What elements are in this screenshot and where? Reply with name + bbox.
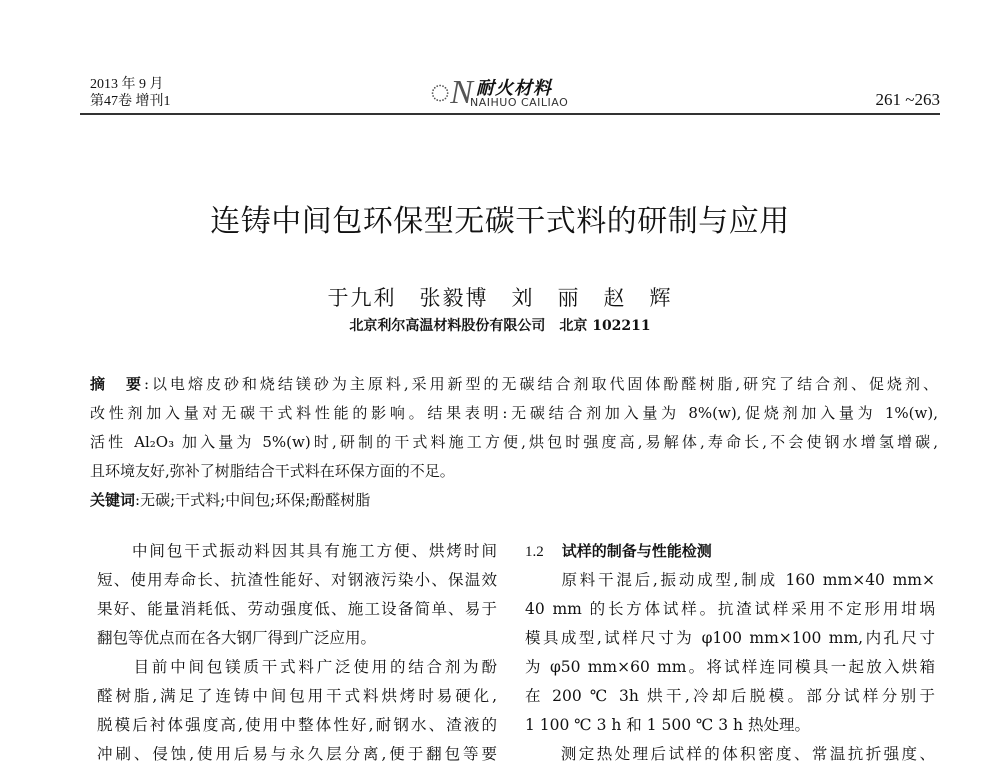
body-text-line: 翻包等优点而在各大钢厂得到广泛应用。	[97, 629, 377, 647]
logo-mark-icon: ◌N	[430, 74, 473, 111]
body-text-line: 冲刷、侵蚀,使用后易与永久层分离,便于翻包等要	[97, 745, 497, 763]
header-rule	[80, 113, 940, 115]
body-text-line: 40 mm 的长方体试样。抗渣试样采用不定形用坩埚	[525, 600, 935, 618]
keywords: :无碳;干式料;中间包;环保;酚醛树脂	[135, 491, 371, 509]
body-text-line: 原料干混后,振动成型,制成 160 mm×40 mm×	[525, 571, 935, 589]
abstract-line: 活性 Al₂O₃ 加入量为 5%(w)时,研制的干式料施工方便,烘包时强度高,易解体,寿命长,不会使钢水增氢增碳,	[90, 433, 938, 451]
body-text-line: 脱模后衬体强度高,使用中整体性好,耐钢水、渣液的	[97, 716, 497, 734]
journal-name-cn: 耐火材料	[476, 78, 552, 99]
body-text-line: 短、使用寿命长、抗渣性能好、对钢液污染小、保温效	[97, 571, 497, 589]
abstract-line: 改性剂加入量对无碳干式料性能的影响。结果表明:无碳结合剂加入量为 8%(w),促烧剂加入量为 1%(w),	[90, 404, 938, 422]
issue-info	[90, 76, 171, 110]
issue-volume: 第47卷 增刊1	[90, 94, 171, 109]
journal-logo	[430, 74, 600, 112]
body-text-line: 模具成型,试样尺寸为 φ100 mm×100 mm,内孔尺寸	[525, 629, 935, 647]
abstract	[90, 370, 938, 515]
body-text-line: 为 φ50 mm×60 mm。将试样连同模具一起放入烘箱	[525, 658, 935, 676]
section-title: 试样的制备与性能检测	[561, 542, 712, 560]
page-range: 261 ~263	[875, 90, 940, 109]
body-text-line: 果好、能量消耗低、劳动强度低、施工设备简单、易于	[97, 600, 497, 618]
body-text-line: 醛树脂,满足了连铸中间包用干式料烘烤时易硬化,	[97, 687, 497, 705]
body-text-line: 中间包干式振动料因其具有施工方便、烘烤时间	[97, 542, 497, 560]
body-text-line: 在 200 ℃ 3h 烘干,冷却后脱模。部分试样分别于	[525, 687, 935, 705]
paper-title: 连铸中间包环保型无碳干式料的研制与应用	[210, 204, 790, 239]
issue-date: 2013 年 9 月	[90, 77, 164, 92]
affiliation: 北京利尔高温材料股份有限公司 北京 102211	[349, 318, 651, 334]
authors: 于九利 张毅博 刘 丽 赵 辉	[327, 286, 673, 310]
abstract-label: 摘 要	[90, 375, 144, 393]
body-column-left	[97, 537, 497, 769]
body-text-line: 1 100 ℃ 3 h 和 1 500 ℃ 3 h 热处理。	[525, 716, 810, 734]
body-text-line: 测定热处理后试样的体积密度、常温抗折强度、	[525, 745, 935, 763]
abstract-line: :以电熔皮砂和烧结镁砂为主原料,采用新型的无碳结合剂取代固体酚醛树脂,研究了结合剂、促烧剂、	[143, 375, 938, 393]
keywords-label: 关键词	[90, 491, 136, 509]
body-column-right	[525, 537, 935, 769]
body-text-line: 目前中间包镁质干式料广泛使用的结合剂为酚	[97, 658, 497, 676]
section-number: 1.2	[525, 544, 544, 560]
abstract-line: 且环境友好,弥补了树脂结合干式料在环保方面的不足。	[90, 462, 455, 480]
journal-name-en: NAIHUO CAILIAO	[470, 96, 569, 109]
section-heading	[525, 537, 935, 566]
